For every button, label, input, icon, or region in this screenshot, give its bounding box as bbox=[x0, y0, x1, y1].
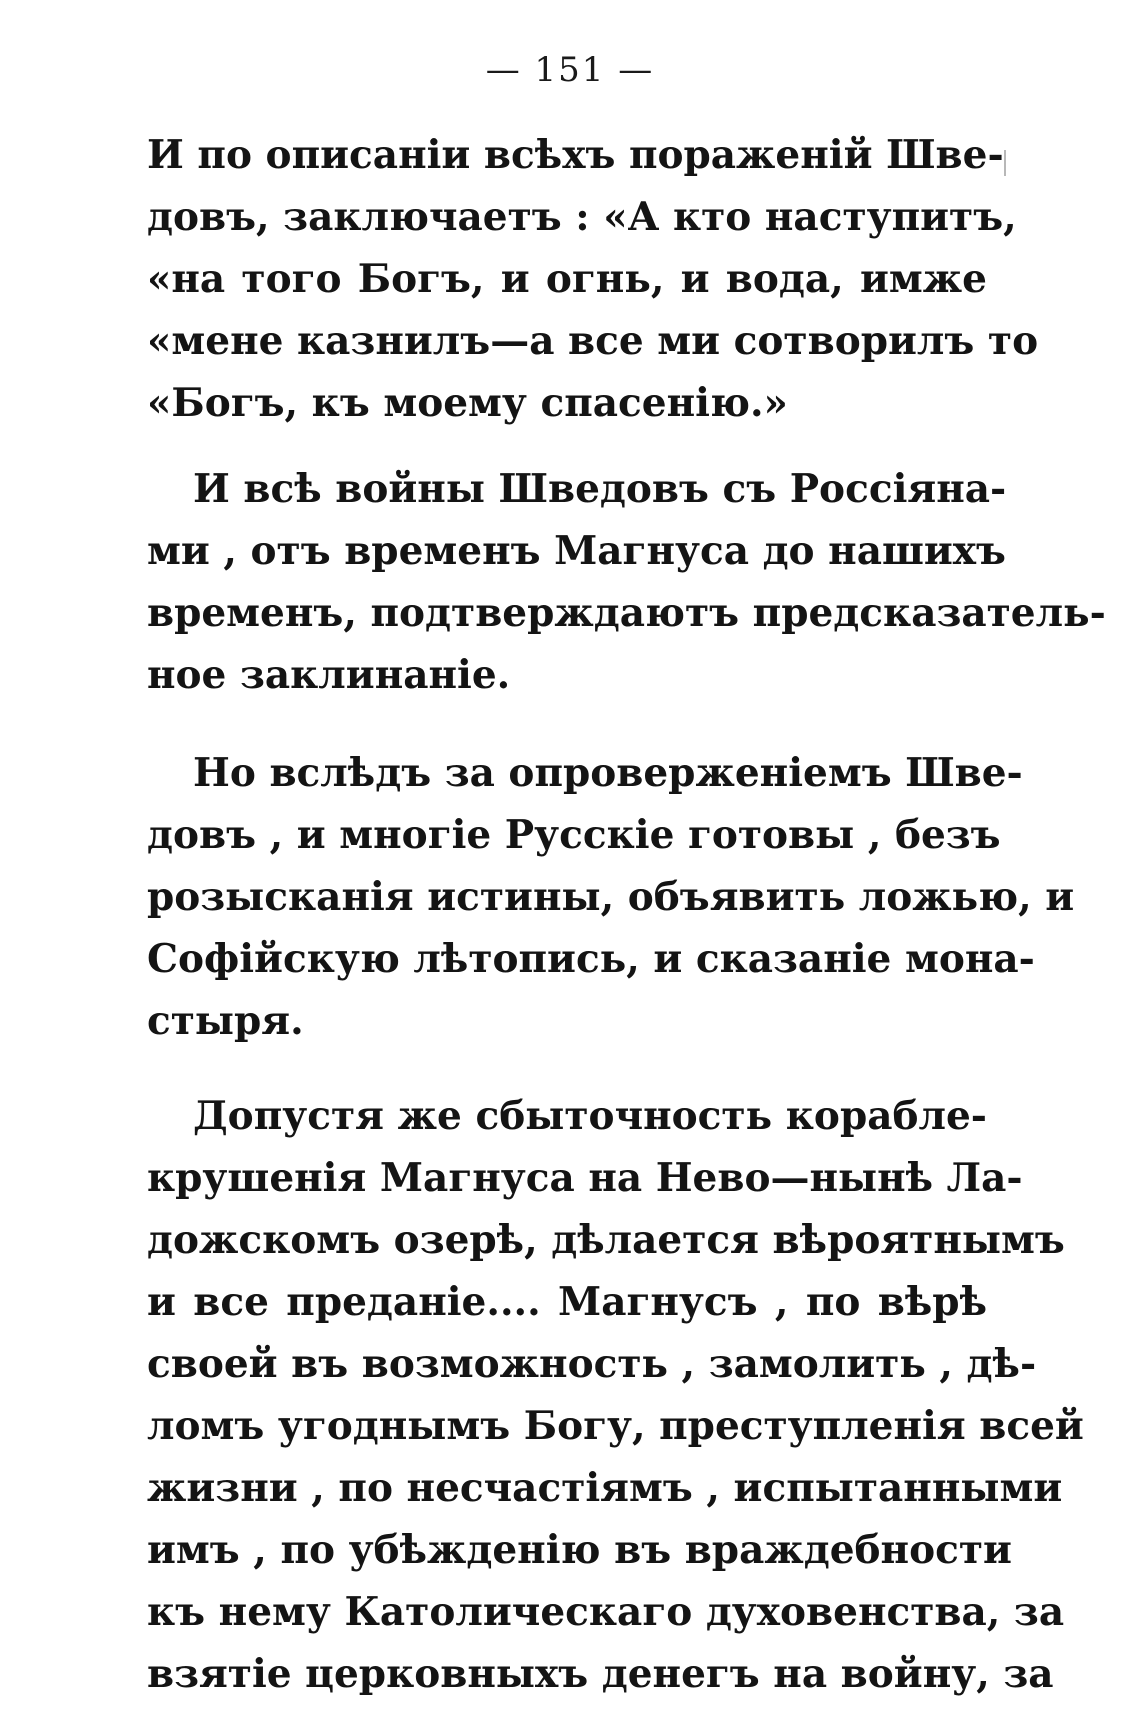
text-line: имъ , по убѣжденію въ враждебности bbox=[147, 1527, 1012, 1573]
paragraph-2 bbox=[147, 458, 1106, 706]
text-line: «мене казнилъ—а все ми сотворилъ то bbox=[147, 318, 1039, 364]
margin-mark bbox=[1004, 150, 1006, 176]
text-line: ми , отъ временъ Магнуса до нашихъ bbox=[147, 528, 1006, 574]
text-line: временъ, подтверждаютъ предсказатель- bbox=[147, 590, 1106, 636]
text-line: стыря. bbox=[147, 998, 304, 1044]
paragraph-1 bbox=[147, 124, 1039, 434]
text-line: Допустя же сбыточность корабле- bbox=[193, 1093, 987, 1139]
text-line: взятіе церковныхъ денегъ на войну, за bbox=[147, 1651, 1054, 1697]
text-line: розысканія истины, объявить ложью, и bbox=[147, 874, 1075, 920]
paragraph-3 bbox=[147, 742, 1075, 1052]
text-line: ное заклинаніе. bbox=[147, 652, 511, 698]
text-line: Софійскую лѣтопись, и сказаніе мона- bbox=[147, 936, 1035, 982]
text-line: къ нему Католическаго духовенства, за bbox=[147, 1589, 1065, 1635]
text-line: довъ , и многіе Русскіе готовы , безъ bbox=[147, 812, 1001, 858]
paragraph-4 bbox=[147, 1085, 1084, 1705]
text-line: ломъ угоднымъ Богу, преступленія всей bbox=[147, 1403, 1084, 1449]
text-line: дожскомъ озерѣ, дѣлается вѣроятнымъ bbox=[147, 1217, 1065, 1263]
text-line: и все преданіе.... Магнусъ , по вѣрѣ bbox=[147, 1279, 987, 1325]
text-line: довъ, заключаетъ : «А кто наступитъ, bbox=[147, 194, 1017, 240]
text-line: жизни , по несчастіямъ , испытанными bbox=[147, 1465, 1063, 1511]
text-line: И всѣ войны Шведовъ съ Россіяна- bbox=[193, 466, 1007, 512]
text-line: Но вслѣдъ за опроверженіемъ Шве- bbox=[193, 750, 1023, 796]
text-line: своей въ возможность , замолить , дѣ- bbox=[147, 1341, 1037, 1387]
text-line: «Богъ, къ моему спасенію.» bbox=[147, 380, 788, 426]
text-line: «на того Богъ, и огнь, и вода, имже bbox=[147, 256, 987, 302]
text-line: крушенія Магнуса на Нево—нынѣ Ла- bbox=[147, 1155, 1023, 1201]
text-line: И по описаніи всѣхъ пораженій Шве- bbox=[147, 132, 1004, 178]
page-number: — 151 — bbox=[485, 50, 655, 90]
